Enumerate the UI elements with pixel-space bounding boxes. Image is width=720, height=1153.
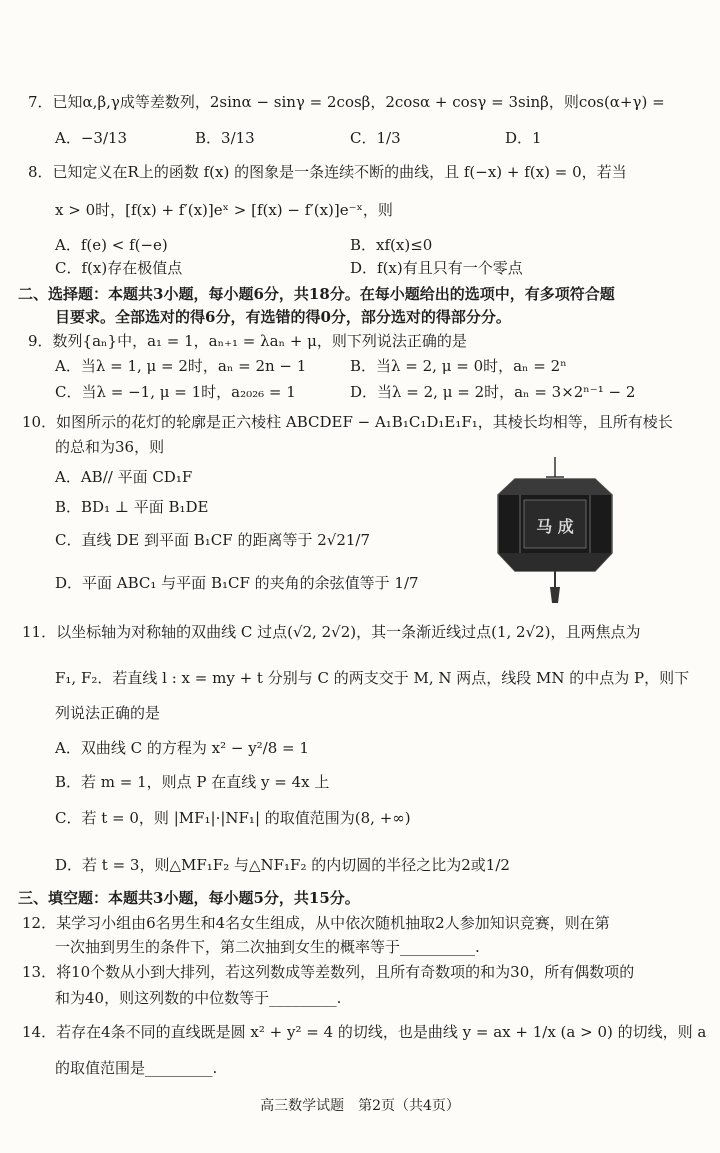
q8-stem-line1: 8．已知定义在R上的函数 f(x) 的图象是一条连续不断的曲线，且 f(−x) + f(x) = 0，若当 [28,163,627,181]
q8-stem-line2: x > 0时，[f(x) + f′(x)]eˣ > [f(x) − f′(x)]e⁻ˣ，则 [55,201,393,219]
q11-option-b: B．若 m = 1，则点 P 在直线 y = 4x 上 [55,773,330,791]
q10-stem-line1: 10．如图所示的花灯的轮廓是正六棱柱 ABCDEF − A₁B₁C₁D₁E₁F₁，其棱长均相等，且所有棱长 [22,413,673,431]
q13-line1: 13．将10个数从小到大排列，若这列数成等差数列，且所有奇数项的和为30，所有偶数项的 [22,963,635,981]
q8-option-b: B．xf(x)≤0 [350,236,433,254]
q11-option-a: A．双曲线 C 的方程为 x² − y²/8 = 1 [55,739,309,757]
q10-option-d: D．平面 ABC₁ 与平面 B₁CF 的夹角的余弦值等于 1/7 [55,574,419,592]
q7-option-b: B．3/13 [195,129,255,147]
q12-line1: 12．某学习小组由6名男生和4名女生组成，从中依次随机抽取2人参加知识竞赛，则在第 [22,914,610,932]
q9-option-b: B．当λ = 2, μ = 0时，aₙ = 2ⁿ [350,357,567,375]
q9-option-a: A．当λ = 1, μ = 2时，aₙ = 2n − 1 [55,357,307,375]
section2-heading-line1: 二、选择题：本题共3小题，每小题6分，共18分。在每小题给出的选项中，有多项符合题 [18,285,615,303]
lantern-image [490,455,620,605]
q10-stem-line2: 的总和为36，则 [55,438,165,456]
page-footer: 高三数学试题 第2页（共4页） [260,1098,460,1114]
q10-option-c: C．直线 DE 到平面 B₁CF 的距离等于 2√21/7 [55,531,371,549]
q7-option-c: C．1/3 [350,129,401,147]
q11-stem-line2: F₁, F₂．若直线 l : x = my + t 分别与 C 的两支交于 M, N 两点，线段 MN 的中点为 P，则下 [55,669,690,687]
section2-heading-line2: 目要求。全部选对的得6分，有选错的得0分，部分选对的得部分分。 [55,308,511,326]
q11-option-c: C．若 t = 0，则 |MF₁|·|NF₁| 的取值范围为(8, +∞) [55,809,411,827]
q11-stem-line3: 列说法正确的是 [55,704,161,722]
lantern-characters: 马 成 [536,517,574,536]
q13-line2: 和为40，则这列数的中位数等于_________. [55,989,342,1007]
q9-option-c: C．当λ = −1, μ = 1时，a₂₀₂₆ = 1 [55,383,296,401]
q10-option-a: A．AB// 平面 CD₁F [55,468,193,486]
q10-option-b: B．BD₁ ⊥ 平面 B₁DE [55,498,209,516]
q7-stem: 7．已知α,β,γ成等差数列，2sinα − sinγ = 2cosβ，2cosα + cosγ = 3sinβ，则cos(α+γ) = [28,93,665,111]
q12-line2: 一次抽到男生的条件下，第二次抽到女生的概率等于__________. [55,938,480,956]
q11-stem-line1: 11．以坐标轴为对称轴的双曲线 C 过点(√2, 2√2)，其一条渐近线过点(1, 2√2)，且两焦点为 [22,623,641,641]
q11-option-d: D．若 t = 3，则△MF₁F₂ 与△NF₁F₂ 的内切圆的半径之比为2或1/2 [55,856,510,874]
q8-option-c: C．f(x)存在极值点 [55,259,183,277]
q9-option-d: D．当λ = 2, μ = 2时，aₙ = 3×2ⁿ⁻¹ − 2 [350,383,636,401]
q7-option-a: A．−3/13 [55,129,128,147]
q14-line2: 的取值范围是_________. [55,1059,218,1077]
q14-line1: 14．若存在4条不同的直线既是圆 x² + y² = 4 的切线，也是曲线 y = ax + 1/x (a > 0) 的切线，则 a [22,1023,707,1041]
q9-stem: 9．数列{aₙ}中，a₁ = 1，aₙ₊₁ = λaₙ + μ，则下列说法正确的是 [28,332,467,350]
q8-option-d: D．f(x)有且只有一个零点 [350,259,523,277]
section3-heading: 三、填空题：本题共3小题，每小题5分，共15分。 [18,889,360,907]
lantern-figure [490,455,620,605]
q7-option-d: D．1 [505,129,542,147]
q8-option-a: A．f(e) < f(−e) [55,236,168,254]
